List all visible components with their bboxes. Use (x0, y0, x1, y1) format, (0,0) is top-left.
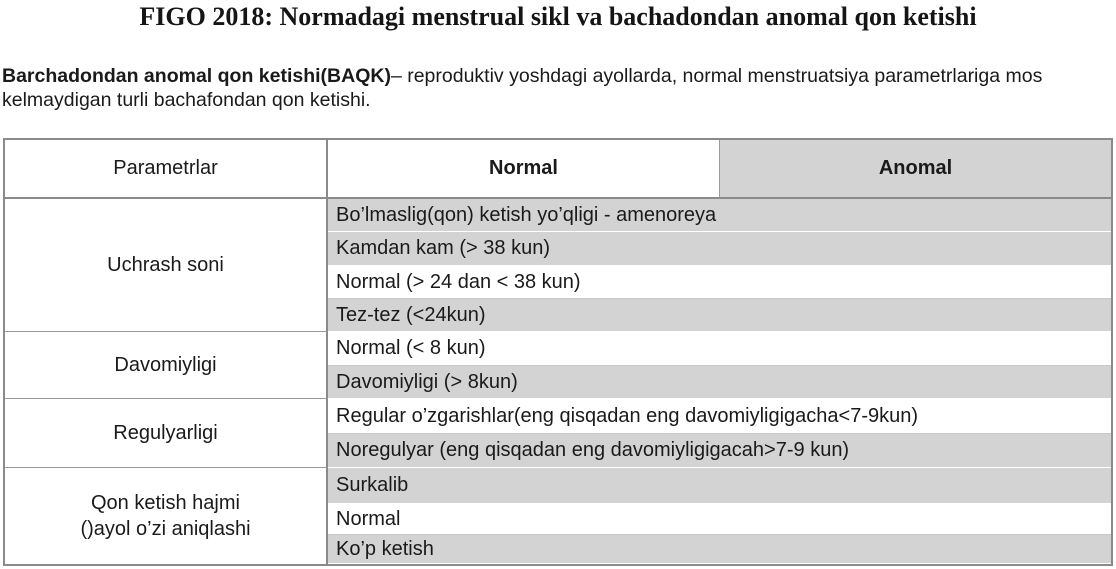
parameters-table (3, 138, 1113, 566)
header-anomal: Anomal (720, 140, 1111, 199)
header-normal: Normal (328, 140, 720, 199)
value-row: Regular o’zgarishlar(eng qisqadan eng davomiyligigacha<7-9kun) (328, 399, 1111, 434)
param-qon-ketish-hajmi: Qon ketish hajmi ()ayol o’zi aniqlashi (5, 468, 328, 564)
value-row: Tez-tez (<24kun) (328, 299, 1111, 332)
param-davomiyligi: Davomiyligi (5, 332, 328, 399)
page-title: FIGO 2018: Normadagi menstrual sikl va bachadondan anomal qon ketishi (139, 2, 977, 31)
header-parameters: Parametrlar (5, 140, 328, 199)
value-row: Bo’lmaslig(qon) ketish yo’qligi - amenoreya (328, 199, 1111, 232)
value-row: Normal (< 8 kun) (328, 332, 1111, 366)
intro-definition: – reproduktiv yoshdagi ayollarda, normal menstruatsiya parametrlariga mos kelmaydigan turli bachafondan qon ketishi. (2, 65, 1043, 111)
param-uchrash-soni: Uchrash soni (5, 199, 328, 332)
intro-paragraph (2, 64, 1112, 112)
intro-term: Barchadondan anomal qon ketishi(BAQK) (2, 65, 391, 87)
value-row: Surkalib (328, 468, 1111, 504)
value-row: Davomiyligi (> 8kun) (328, 366, 1111, 399)
value-row: Ko’p ketish (328, 535, 1111, 564)
value-row: Normal (328, 504, 1111, 535)
value-row: Kamdan kam (> 38 kun) (328, 232, 1111, 266)
value-row: Noregulyar (eng qisqadan eng davomiyligigacah>7-9 kun) (328, 434, 1111, 468)
param-regulyarligi: Regulyarligi (5, 399, 328, 468)
value-row: Normal (> 24 dan < 38 kun) (328, 266, 1111, 299)
